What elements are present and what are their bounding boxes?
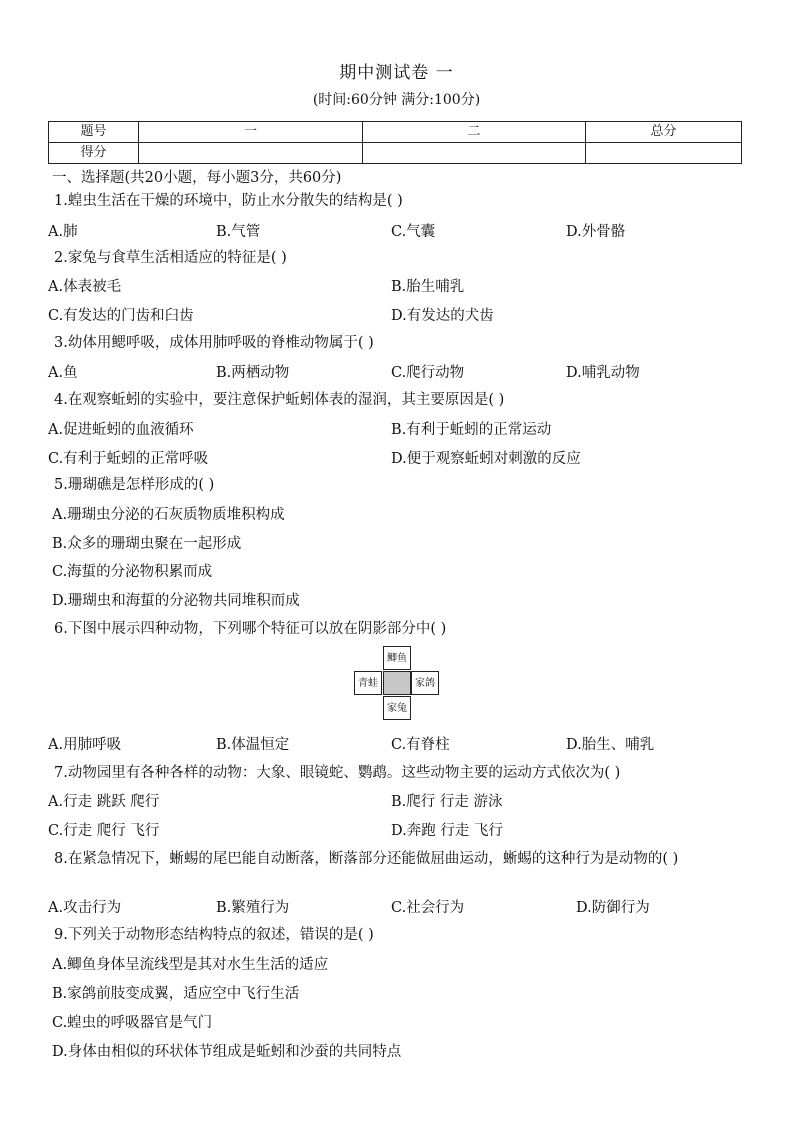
option: C.有发达的门齿和臼齿 xyxy=(48,308,194,324)
question-stem: 8.在紧急情况下，蜥蜴的尾巴能自动断落，断落部分还能做屈曲运动，蜥蜴的这种行为是动物的( ) xyxy=(54,851,679,867)
option: C.海蜇的分泌物积累而成 xyxy=(52,564,213,580)
option: A.行走 跳跃 爬行 xyxy=(48,794,160,810)
diagram-shaded-cell xyxy=(383,671,411,695)
section-heading: 一、选择题(共20小题，每小题3分，共60分) xyxy=(52,170,342,186)
diagram-cell-right: 家鸽 xyxy=(411,671,439,695)
option: D.外骨骼 xyxy=(566,224,626,240)
score-header-cell: 一 xyxy=(139,122,363,143)
question-stem: 2.家兔与食草生活相适应的特征是( ) xyxy=(54,250,287,266)
question-stem: 7.动物园里有各种各样的动物：大象、眼镜蛇、鹦鹉。这些动物主要的运动方式依次为( ) xyxy=(54,765,621,781)
option: A.体表被毛 xyxy=(48,279,122,295)
option: D.防御行为 xyxy=(576,900,650,916)
option: C.有脊柱 xyxy=(391,737,450,753)
option: B.众多的珊瑚虫聚在一起形成 xyxy=(52,536,242,552)
exam-title: 期中测试卷 一 xyxy=(339,63,454,83)
question-stem: 5.珊瑚礁是怎样形成的( ) xyxy=(54,477,215,493)
score-table-score-row xyxy=(49,143,742,164)
score-label-cell: 得分 xyxy=(49,143,139,164)
option: B.有利于蚯蚓的正常运动 xyxy=(391,422,552,438)
option: B.繁殖行为 xyxy=(216,900,290,916)
option: D.便于观察蚯蚓对刺激的反应 xyxy=(391,451,581,467)
question-stem: 3.幼体用鳃呼吸，成体用肺呼吸的脊椎动物属于( ) xyxy=(54,335,374,351)
score-header-cell: 总分 xyxy=(586,122,742,143)
animal-cross-diagram xyxy=(354,646,440,722)
option: A.促进蚯蚓的血液循环 xyxy=(48,422,194,438)
option: B.两栖动物 xyxy=(216,365,290,381)
option: D.胎生、哺乳 xyxy=(566,737,655,753)
option: B.体温恒定 xyxy=(216,737,290,753)
option: D.身体由相似的环状体节组成是蚯蚓和沙蚕的共同特点 xyxy=(52,1044,402,1060)
question-stem: 6.下图中展示四种动物，下列哪个特征可以放在阴影部分中( ) xyxy=(54,621,447,637)
option: D.有发达的犬齿 xyxy=(391,308,494,324)
score-header-cell: 二 xyxy=(363,122,586,143)
option: A.珊瑚虫分泌的石灰质物质堆积构成 xyxy=(52,507,285,523)
question-stem: 1.蝗虫生活在干燥的环境中，防止水分散失的结构是( ) xyxy=(54,193,403,209)
score-header-cell: 题号 xyxy=(49,122,139,143)
option: A.鲫鱼身体呈流线型是其对水生生活的适应 xyxy=(52,957,329,973)
option: D.珊瑚虫和海蜇的分泌物共同堆积而成 xyxy=(52,593,300,609)
option: B.家鸽前肢变成翼，适应空中飞行生活 xyxy=(52,986,300,1002)
diagram-cell-bottom: 家兔 xyxy=(383,696,411,720)
option: B.气管 xyxy=(216,224,261,240)
diagram-cell-top: 鲫鱼 xyxy=(383,646,411,670)
option: C.爬行动物 xyxy=(391,365,465,381)
option: A.肺 xyxy=(48,224,78,240)
score-input-cell[interactable] xyxy=(139,143,363,164)
question-stem: 4.在观察蚯蚓的实验中，要注意保护蚯蚓体表的湿润，其主要原因是( ) xyxy=(54,392,505,408)
score-table-header-row xyxy=(49,122,742,143)
option: A.用肺呼吸 xyxy=(48,737,122,753)
option: B.爬行 行走 游泳 xyxy=(391,794,503,810)
diagram-cell-left: 青蛙 xyxy=(354,671,382,695)
option: B.胎生哺乳 xyxy=(391,279,465,295)
question-stem: 9.下列关于动物形态结构特点的叙述，错误的是( ) xyxy=(54,927,374,943)
option: A.鱼 xyxy=(48,365,78,381)
option: D.奔跑 行走 飞行 xyxy=(391,823,503,839)
score-input-cell[interactable] xyxy=(363,143,586,164)
option: D.哺乳动物 xyxy=(566,365,640,381)
option: A.攻击行为 xyxy=(48,900,122,916)
score-input-cell[interactable] xyxy=(586,143,742,164)
score-table xyxy=(48,121,742,164)
option: C.社会行为 xyxy=(391,900,465,916)
option: C.行走 爬行 飞行 xyxy=(48,823,160,839)
exam-subtitle: (时间:60分钟 满分:100分) xyxy=(312,92,481,108)
option: C.蝗虫的呼吸器官是气门 xyxy=(52,1015,213,1031)
option: C.气囊 xyxy=(391,224,436,240)
option: C.有利于蚯蚓的正常呼吸 xyxy=(48,451,209,467)
